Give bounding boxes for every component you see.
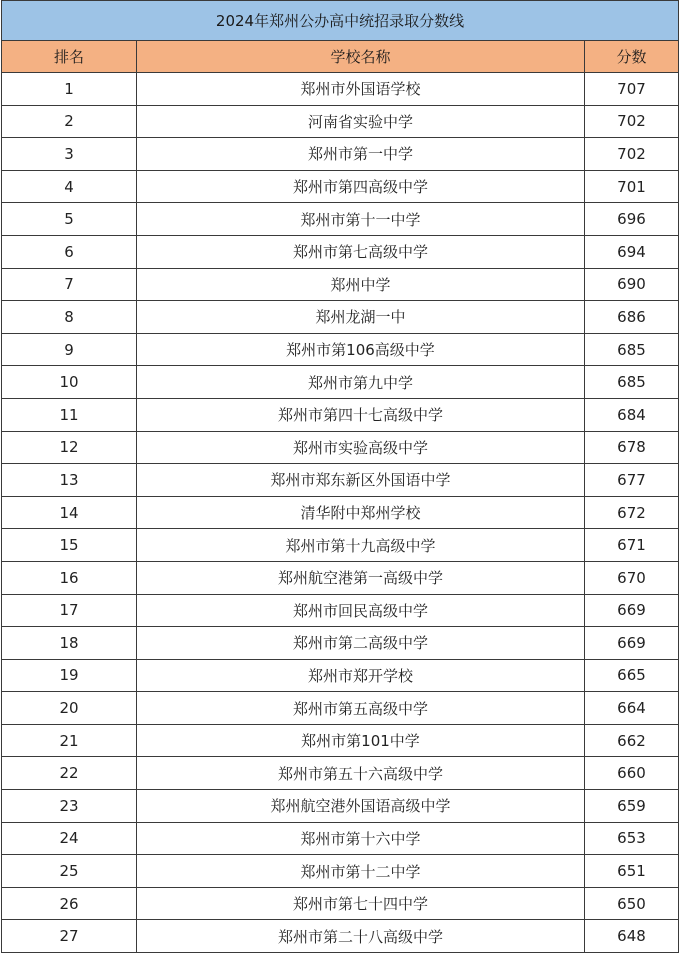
table-row <box>2 594 679 627</box>
rank-cell: 23 <box>2 790 137 823</box>
school-name-cell: 清华附中郑州学校 <box>137 496 585 529</box>
rank-cell: 27 <box>2 920 137 953</box>
score-cell: 684 <box>585 398 679 431</box>
table-row <box>2 757 679 790</box>
score-cell: 651 <box>585 855 679 888</box>
school-name-cell: 郑州市第106高级中学 <box>137 333 585 366</box>
rank-cell: 14 <box>2 496 137 529</box>
table-row <box>2 529 679 562</box>
school-name-cell: 郑州市第十九高级中学 <box>137 529 585 562</box>
table-row <box>2 920 679 953</box>
table-row <box>2 138 679 171</box>
rank-cell: 10 <box>2 366 137 399</box>
column-header-score: 分数 <box>585 41 679 73</box>
table-row <box>2 822 679 855</box>
school-name-cell: 郑州市外国语学校 <box>137 73 585 106</box>
school-name-cell: 郑州市第五高级中学 <box>137 692 585 725</box>
school-name-cell: 郑州航空港外国语高级中学 <box>137 790 585 823</box>
table-row <box>2 268 679 301</box>
score-cell: 672 <box>585 496 679 529</box>
score-cell: 650 <box>585 887 679 920</box>
table-row <box>2 431 679 464</box>
rank-cell: 11 <box>2 398 137 431</box>
table-title: 2024年郑州公办高中统招录取分数线 <box>2 1 679 41</box>
school-name-cell: 郑州航空港第一高级中学 <box>137 561 585 594</box>
score-cell: 685 <box>585 366 679 399</box>
column-header-rank: 排名 <box>2 41 137 73</box>
rank-cell: 26 <box>2 887 137 920</box>
rank-cell: 18 <box>2 627 137 660</box>
school-name-cell: 郑州市第十二中学 <box>137 855 585 888</box>
school-name-cell: 郑州市第十六中学 <box>137 822 585 855</box>
score-cell: 648 <box>585 920 679 953</box>
rank-cell: 4 <box>2 170 137 203</box>
rank-cell: 20 <box>2 692 137 725</box>
rank-cell: 12 <box>2 431 137 464</box>
table-row <box>2 887 679 920</box>
school-name-cell: 郑州市第七十四中学 <box>137 887 585 920</box>
rank-cell: 24 <box>2 822 137 855</box>
school-name-cell: 郑州市实验高级中学 <box>137 431 585 464</box>
school-name-cell: 郑州市第五十六高级中学 <box>137 757 585 790</box>
school-name-cell: 郑州市第二十八高级中学 <box>137 920 585 953</box>
school-name-cell: 郑州龙湖一中 <box>137 301 585 334</box>
score-table-container <box>1 0 678 953</box>
school-name-cell: 郑州中学 <box>137 268 585 301</box>
table-row <box>2 855 679 888</box>
rank-cell: 19 <box>2 659 137 692</box>
table-header-row <box>2 41 679 73</box>
rank-cell: 15 <box>2 529 137 562</box>
score-cell: 702 <box>585 138 679 171</box>
score-cell: 686 <box>585 301 679 334</box>
table-row <box>2 724 679 757</box>
table-row <box>2 659 679 692</box>
school-name-cell: 郑州市第二高级中学 <box>137 627 585 660</box>
rank-cell: 5 <box>2 203 137 236</box>
school-name-cell: 河南省实验中学 <box>137 105 585 138</box>
score-cell: 670 <box>585 561 679 594</box>
table-row <box>2 105 679 138</box>
table-row <box>2 73 679 106</box>
score-cell: 707 <box>585 73 679 106</box>
rank-cell: 16 <box>2 561 137 594</box>
score-cell: 669 <box>585 594 679 627</box>
score-cell: 694 <box>585 235 679 268</box>
score-cell: 653 <box>585 822 679 855</box>
score-cell: 662 <box>585 724 679 757</box>
rank-cell: 17 <box>2 594 137 627</box>
rank-cell: 25 <box>2 855 137 888</box>
score-cell: 696 <box>585 203 679 236</box>
table-row <box>2 561 679 594</box>
score-cell: 690 <box>585 268 679 301</box>
rank-cell: 2 <box>2 105 137 138</box>
table-row <box>2 464 679 497</box>
rank-cell: 22 <box>2 757 137 790</box>
table-row <box>2 496 679 529</box>
score-cell: 671 <box>585 529 679 562</box>
school-name-cell: 郑州市郑东新区外国语中学 <box>137 464 585 497</box>
school-name-cell: 郑州市第四十七高级中学 <box>137 398 585 431</box>
school-name-cell: 郑州市郑开学校 <box>137 659 585 692</box>
score-cell: 685 <box>585 333 679 366</box>
score-cell: 665 <box>585 659 679 692</box>
table-body <box>2 73 679 953</box>
school-name-cell: 郑州市第一中学 <box>137 138 585 171</box>
school-name-cell: 郑州市第十一中学 <box>137 203 585 236</box>
table-row <box>2 398 679 431</box>
rank-cell: 9 <box>2 333 137 366</box>
score-cell: 659 <box>585 790 679 823</box>
table-row <box>2 366 679 399</box>
school-name-cell: 郑州市第101中学 <box>137 724 585 757</box>
table-row <box>2 692 679 725</box>
rank-cell: 6 <box>2 235 137 268</box>
rank-cell: 1 <box>2 73 137 106</box>
table-row <box>2 790 679 823</box>
score-cell: 669 <box>585 627 679 660</box>
school-name-cell: 郑州市第四高级中学 <box>137 170 585 203</box>
table-row <box>2 235 679 268</box>
table-row <box>2 170 679 203</box>
admission-score-table <box>1 0 679 953</box>
rank-cell: 3 <box>2 138 137 171</box>
table-title-row <box>2 1 679 41</box>
score-cell: 677 <box>585 464 679 497</box>
table-row <box>2 627 679 660</box>
score-cell: 678 <box>585 431 679 464</box>
table-row <box>2 333 679 366</box>
column-header-school: 学校名称 <box>137 41 585 73</box>
rank-cell: 21 <box>2 724 137 757</box>
school-name-cell: 郑州市回民高级中学 <box>137 594 585 627</box>
rank-cell: 13 <box>2 464 137 497</box>
rank-cell: 7 <box>2 268 137 301</box>
score-cell: 660 <box>585 757 679 790</box>
school-name-cell: 郑州市第九中学 <box>137 366 585 399</box>
score-cell: 701 <box>585 170 679 203</box>
score-cell: 664 <box>585 692 679 725</box>
table-row <box>2 203 679 236</box>
school-name-cell: 郑州市第七高级中学 <box>137 235 585 268</box>
score-cell: 702 <box>585 105 679 138</box>
rank-cell: 8 <box>2 301 137 334</box>
table-row <box>2 301 679 334</box>
